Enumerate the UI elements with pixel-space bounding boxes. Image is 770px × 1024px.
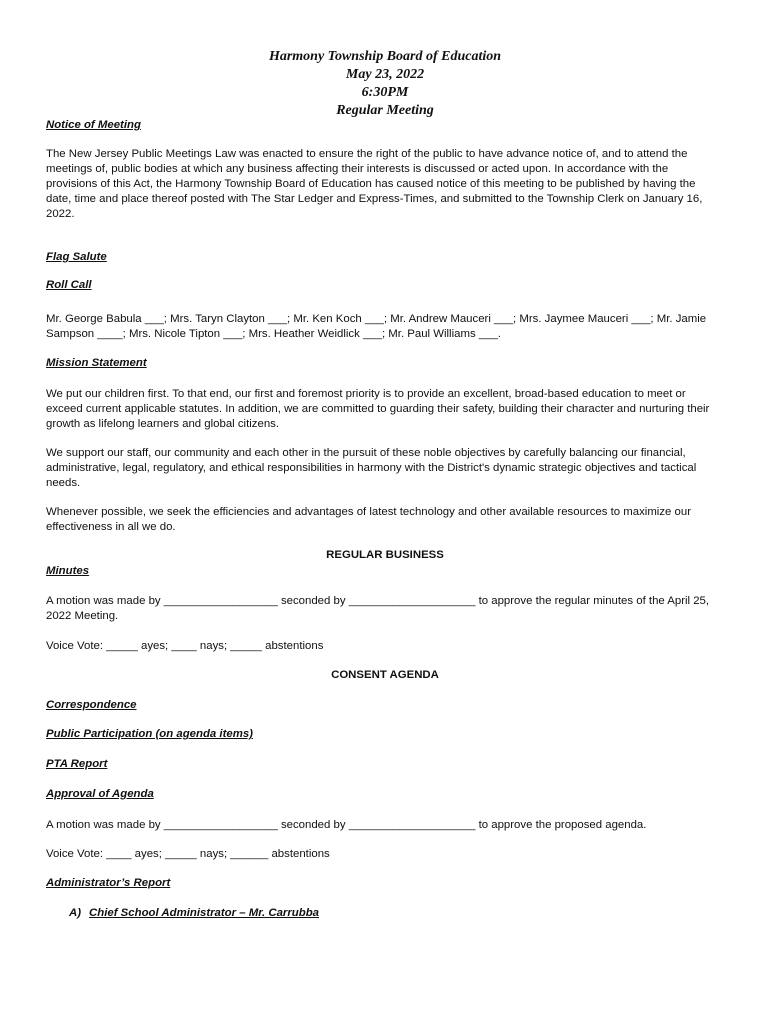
mission-paragraph-3: Whenever possible, we seek the efficiencies and advantages of latest technology and other available resources to maximize our effectiveness in all we do. [46, 506, 691, 533]
admin-report-heading: Administrator’s Report [46, 877, 171, 889]
minutes-vote: Voice Vote: _____ ayes; ____ nays; _____ abstentions [46, 640, 324, 652]
roll-call-heading: Roll Call [46, 279, 92, 291]
item-label: Chief School Administrator – Mr. Carrubba [89, 907, 319, 919]
minutes-heading: Minutes [46, 565, 90, 577]
roll-call-text: Mr. George Babula ___; Mrs. Taryn Clayton ___; Mr. Ken Koch ___; Mr. Andrew Mauceri ___; Mrs. Jaymee Mauceri ___; Mr. Jamie Sampson ____; Mrs. Nicole Tipton ___; Mrs. Heather Weidlick ___; Mr. Paul Williams ___. [46, 313, 707, 340]
approval-motion: A motion was made by __________________ seconded by ____________________ to approve the proposed agenda. [46, 819, 647, 831]
board-name: Harmony Township Board of Education [268, 49, 502, 64]
correspondence-heading: Correspondence [46, 699, 137, 711]
admin-report-item [69, 907, 319, 919]
public-participation-heading: Public Participation (on agenda items) [46, 728, 253, 740]
notice-heading: Notice of Meeting [46, 119, 141, 131]
meeting-type: Regular Meeting [336, 103, 434, 118]
consent-agenda-heading: CONSENT AGENDA [331, 669, 439, 681]
mission-heading: Mission Statement [46, 357, 147, 369]
mission-paragraph-2: We support our staff, our community and each other in the pursuit of these noble objectives by carefully balancing our financial, administrative, legal, regulatory, and ethical responsibilities in harmony with the District's dynamic strategic objectives and tactical needs. [46, 447, 697, 489]
document-title [0, 48, 770, 120]
meeting-time: 6:30PM [361, 85, 409, 100]
pta-heading: PTA Report [46, 758, 108, 770]
meeting-date: May 23, 2022 [345, 67, 425, 82]
regular-business-heading: REGULAR BUSINESS [326, 549, 444, 561]
item-marker: A) [69, 907, 82, 919]
approval-vote: Voice Vote: ____ ayes; _____ nays; ______ abstentions [46, 848, 330, 860]
approval-heading: Approval of Agenda [46, 788, 154, 800]
flag-salute-heading: Flag Salute [46, 251, 107, 263]
mission-paragraph-1: We put our children first. To that end, our first and foremost priority is to provide an excellent, broad-based education to meet or exceed current applicable statutes. In addition, we are committed to guarding their safety, building their character and nurturing their growth as lifelong learners and global citizens. [46, 388, 710, 430]
minutes-motion: A motion was made by __________________ seconded by ____________________ to approve the regular minutes of the April 25, 2022 Meeting. [46, 595, 710, 622]
notice-text: The New Jersey Public Meetings Law was enacted to ensure the right of the public to have advance notice of, and to attend the meetings of, public bodies at which any business affecting their interests is discussed or acted upon. In accordance with the provisions of this Act, the Harmony Township Board of Education has caused notice of this meeting to be published by having the date, time and place thereof posted with The Star Ledger and Express-Times, and submitted to the Township Clerk on January 16, 2022. [46, 148, 703, 220]
